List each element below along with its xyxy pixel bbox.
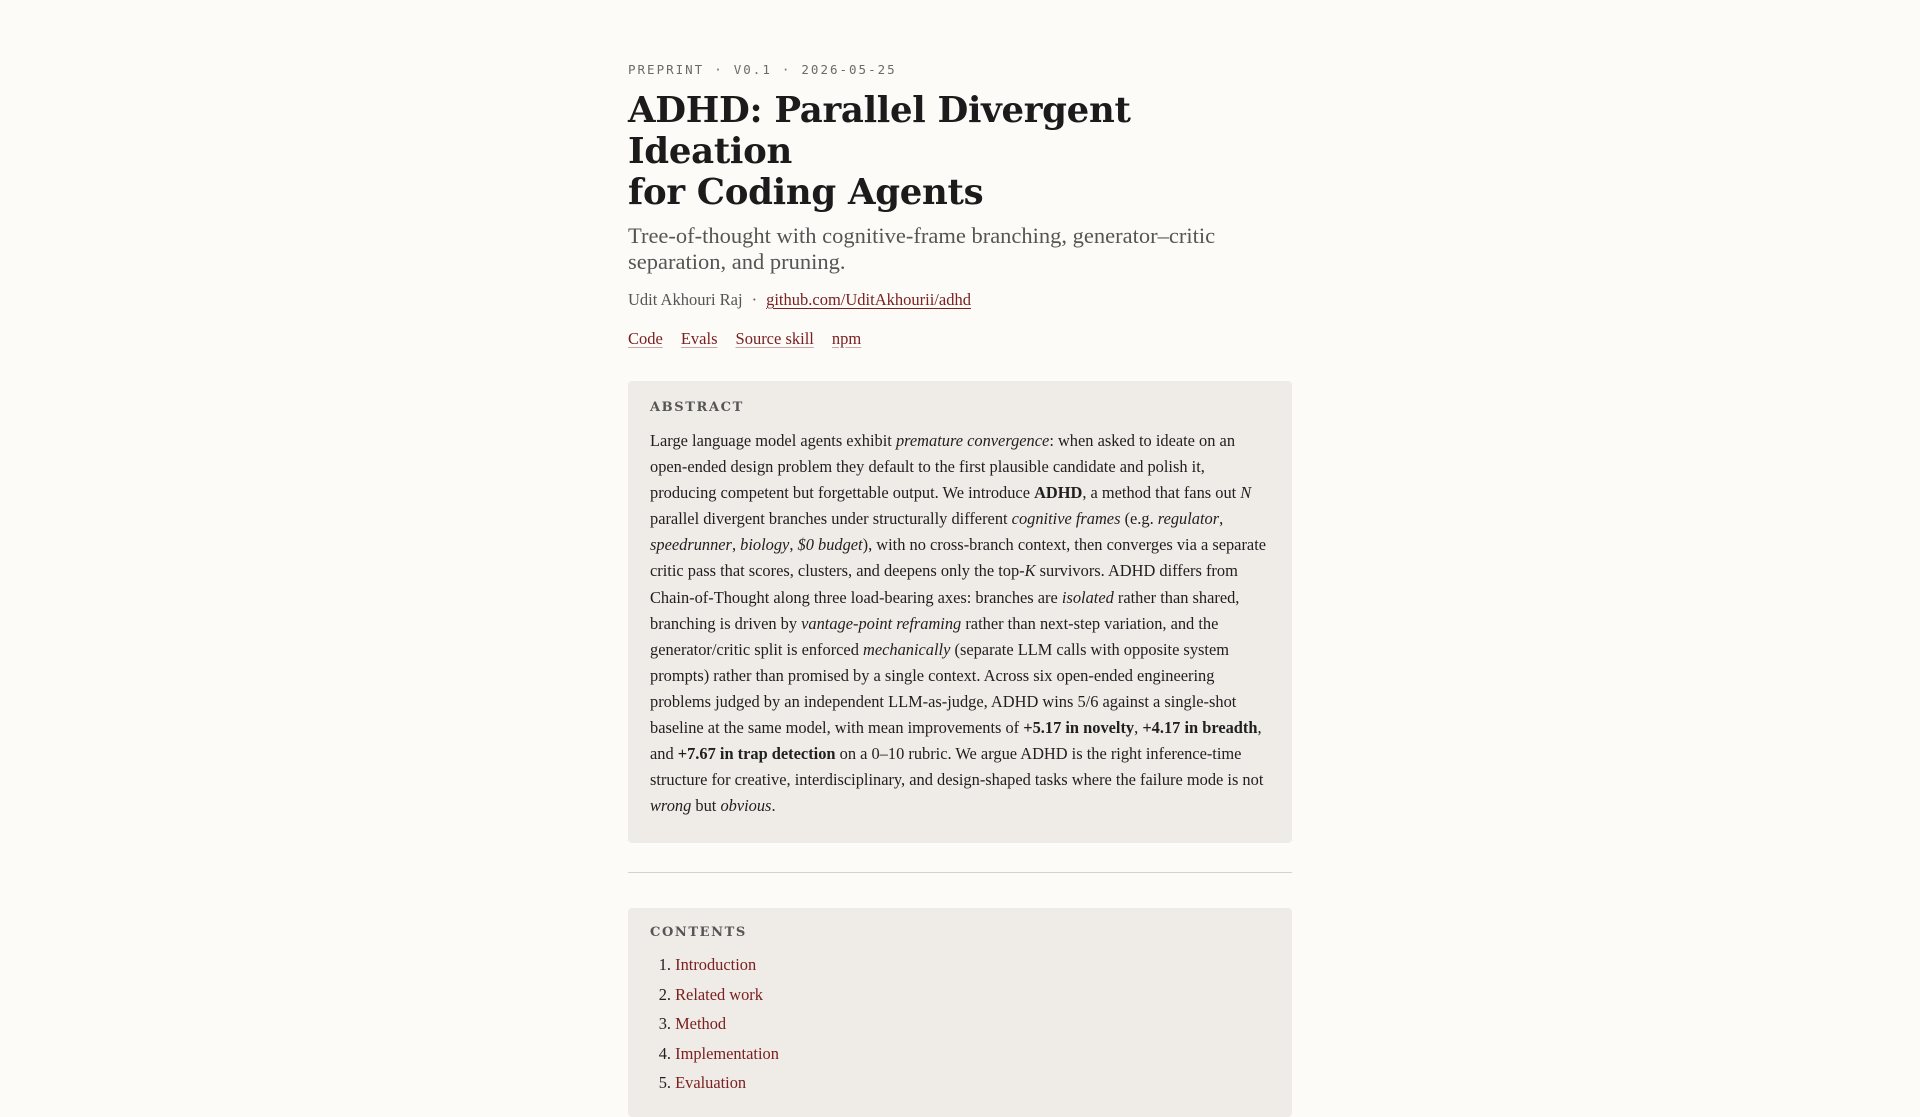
author-separator: · [751, 290, 758, 309]
abstract-fragment: , [1134, 718, 1143, 738]
table-of-contents [650, 950, 1270, 1097]
toc-number: 1. [658, 955, 671, 975]
abstract-fragment: wrong [650, 796, 692, 816]
preprint-meta [628, 62, 1292, 77]
abstract-fragment: vantage-point reframing [801, 613, 962, 633]
repo-link[interactable]: github.com/UditAkhourii/adhd [766, 290, 971, 309]
abstract-fragment: , and [650, 718, 1262, 764]
abstract-fragment: , a method that fans out [1082, 483, 1241, 503]
toc-number: 5. [658, 1073, 671, 1093]
abstract-fragment: , [1219, 509, 1224, 529]
toc-item [650, 980, 1270, 1009]
status-label: PREPRINT [628, 62, 705, 77]
toc-number: 4. [658, 1043, 671, 1063]
meta-separator: · [714, 62, 724, 77]
toc-item [650, 1009, 1270, 1038]
abstract-fragment: Large language model agents exhibit [650, 431, 896, 450]
abstract-fragment: ), with no cross-branch context, then converges via a separate critic pass that scores, clusters, and deepens only the top- [650, 535, 1267, 581]
toc-link-related-work[interactable]: Related work [675, 984, 763, 1004]
title-line-1: ADHD: Parallel Divergent Ideation [628, 90, 1131, 172]
abstract-fragment: K [1024, 561, 1036, 581]
abstract-fragment: +4.17 in breadth [1142, 718, 1258, 738]
abstract-fragment: biology [740, 535, 790, 555]
title-line-2: for Coding Agents [628, 172, 984, 213]
meta-separator: · [781, 62, 792, 77]
abstract-fragment: rather than next-step variation, and the generator/critic split is enforced [650, 613, 1219, 659]
paper-title [628, 90, 1292, 213]
abstract-fragment: (separate LLM calls with opposite system prompts) rather than promised by a single context. Across six open-ended engineering problems judged by an independent LLM-as-judge, ADHD wins 5/6 against a single-shot baseline at the same model, with mean improvements of [650, 639, 1237, 738]
toc-link-introduction[interactable]: Introduction [675, 955, 757, 975]
section-divider [628, 872, 1292, 873]
code-link[interactable]: Code [628, 329, 663, 348]
abstract-fragment: ADHD [1034, 483, 1083, 503]
abstract-heading: ABSTRACT [650, 400, 744, 415]
abstract-fragment: , [789, 535, 798, 555]
toc-link-implementation[interactable]: Implementation [675, 1043, 779, 1063]
toc-item [650, 950, 1270, 979]
abstract-fragment: regulator [1157, 509, 1220, 529]
abstract-fragment: N [1240, 483, 1252, 503]
date-label: 2026-05-25 [801, 62, 897, 77]
abstract-fragment: obvious [720, 796, 772, 816]
toc-link-method[interactable]: Method [675, 1014, 727, 1034]
toc-item [650, 1039, 1270, 1068]
author-line [628, 290, 1292, 310]
author-name: Udit Akhouri Raj [628, 290, 743, 309]
contents-panel [628, 908, 1292, 1117]
abstract-fragment: on a 0–10 rubric. We argue ADHD is the right inference-time structure for creative, interdisciplinary, and design-shaped tasks where the failure mode is not [650, 744, 1264, 790]
abstract-fragment: cognitive frames [1011, 509, 1121, 529]
abstract-fragment: rather than shared, branching is driven by [650, 587, 1240, 633]
abstract-fragment: $0 budget [797, 535, 863, 555]
abstract-fragment: , [731, 535, 741, 555]
abstract-panel [628, 381, 1292, 843]
abstract-fragment: parallel divergent branches under structurally different [650, 509, 1012, 529]
abstract-fragment: survivors. ADHD differs from Chain-of-Thought along three load-bearing axes: branches are [650, 561, 1238, 607]
toc-number: 2. [658, 984, 671, 1004]
source-skill-link[interactable]: Source skill [735, 329, 814, 348]
abstract-fragment: (e.g. [1120, 509, 1158, 529]
toc-item [650, 1068, 1270, 1097]
abstract-fragment: mechanically [863, 639, 951, 659]
abstract-fragment: but [691, 796, 721, 816]
npm-link[interactable]: npm [831, 329, 862, 348]
abstract-fragment: speedrunner [650, 535, 732, 555]
toc-link-evaluation[interactable]: Evaluation [675, 1073, 747, 1093]
paper-page [628, 0, 1292, 1117]
abstract-fragment: : when asked to ideate on an open-ended design problem they default to the first plausible candidate and polish it, producing competent but forgettable output. We introduce [650, 431, 1236, 503]
resource-links [628, 329, 1292, 349]
abstract-fragment: +5.17 in novelty [1023, 718, 1135, 738]
abstract-fragment: . [771, 796, 776, 816]
contents-heading: CONTENTS [650, 925, 747, 941]
abstract-fragment: premature convergence [895, 431, 1050, 450]
paper-subtitle: Tree-of-thought with cognitive-frame branching, generator–critic separation, and pruning. [628, 223, 1216, 274]
abstract-text [650, 428, 1270, 819]
abstract-fragment: +7.67 in trap detection [677, 744, 836, 764]
version-label: V0.1 [733, 62, 772, 77]
toc-number: 3. [658, 1014, 671, 1034]
evals-link[interactable]: Evals [680, 329, 718, 348]
abstract-fragment: isolated [1061, 587, 1114, 607]
